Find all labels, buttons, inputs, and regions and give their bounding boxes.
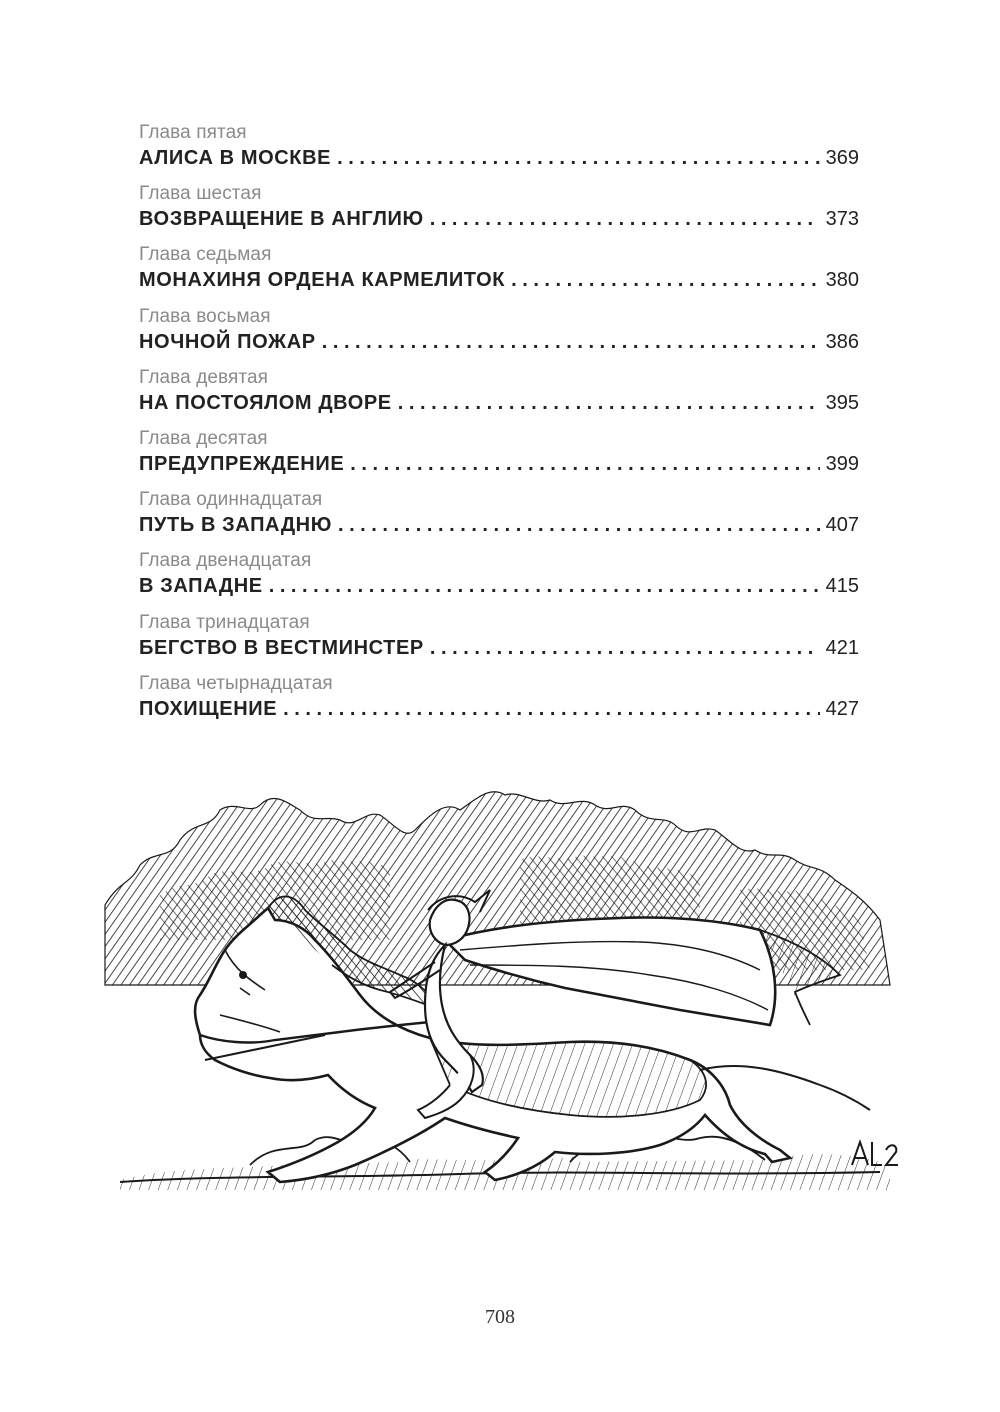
chapter-label: Глава восьмая — [139, 305, 271, 327]
chapter-title: НОЧНОЙ ПОЖАР — [139, 330, 316, 353]
chapter-title-line — [139, 514, 859, 537]
chapter-title-line — [139, 453, 859, 476]
chapter-title-line — [139, 392, 859, 415]
chapter-label: Глава девятая — [139, 366, 269, 388]
chapter-label: Глава шестая — [139, 183, 262, 205]
toc-entry-5[interactable] — [139, 118, 859, 179]
chapter-label: Глава седьмая — [139, 244, 272, 266]
chapter-page-number: 415 — [825, 575, 859, 598]
rider-illustration — [100, 770, 900, 1230]
chapter-title: ПРЕДУПРЕЖДЕНИЕ — [139, 452, 345, 475]
chapter-page-number: 369 — [825, 147, 859, 169]
chapter-title: ПОХИЩЕНИЕ — [139, 697, 278, 720]
chapter-page-number: 421 — [825, 636, 859, 659]
chapter-page-number: 399 — [825, 452, 859, 475]
toc-entry-7[interactable] — [139, 240, 859, 301]
toc-entry-11[interactable] — [139, 485, 859, 546]
toc-entry-8[interactable] — [139, 302, 859, 363]
chapter-label: Глава одиннадцатая — [139, 489, 323, 511]
chapter-label: Глава пятая — [139, 122, 247, 143]
chapter-title-line — [139, 637, 859, 660]
dot-leader — [350, 453, 819, 476]
toc-entry-13[interactable] — [139, 608, 859, 669]
dot-leader — [338, 514, 820, 537]
toc-entry-10[interactable] — [139, 424, 859, 485]
chapter-label: Глава десятая — [139, 427, 268, 449]
chapter-title-line — [139, 698, 859, 721]
dot-leader — [322, 331, 820, 354]
chapter-title: БЕГСТВО В ВЕСТМИНСТЕР — [139, 636, 424, 659]
toc-entry-14[interactable] — [139, 669, 859, 730]
dot-leader — [430, 208, 820, 231]
page-number: 708 — [485, 1306, 515, 1328]
chapter-title-line — [139, 575, 859, 598]
chapter-page-number: 373 — [825, 208, 859, 231]
chapter-page-number: 427 — [825, 697, 859, 720]
toc-entry-9[interactable] — [139, 363, 859, 424]
dot-leader — [430, 637, 820, 660]
chapter-page-number: 395 — [825, 391, 859, 414]
chapter-page-number: 380 — [825, 269, 859, 292]
chapter-title: МОНАХИНЯ ОРДЕНА КАРМЕЛИТОК — [139, 269, 506, 292]
chapter-title-line — [139, 208, 859, 231]
table-of-contents — [139, 118, 859, 730]
chapter-title: ВОЗВРАЩЕНИЕ В АНГЛИЮ — [139, 208, 424, 231]
chapter-title-line — [139, 331, 859, 354]
toc-entry-6[interactable] — [139, 179, 859, 240]
chapter-title: В ЗАПАДНЕ — [139, 575, 263, 598]
dot-leader — [337, 147, 820, 170]
dot-leader — [283, 698, 819, 721]
dot-leader — [269, 575, 820, 598]
chapter-label: Глава двенадцатая — [139, 550, 312, 572]
chapter-page-number: 407 — [825, 514, 859, 537]
dot-leader — [398, 392, 820, 415]
toc-entry-12[interactable] — [139, 546, 859, 607]
dot-leader — [511, 269, 820, 292]
chapter-title: АЛИСА В МОСКВЕ — [139, 147, 332, 169]
chapter-title-line — [139, 147, 859, 170]
chapter-label: Глава тринадцатая — [139, 611, 310, 633]
chapter-title: НА ПОСТОЯЛОМ ДВОРЕ — [139, 391, 392, 414]
chapter-page-number: 386 — [825, 330, 859, 353]
chapter-title-line — [139, 269, 859, 292]
chapter-label: Глава четырнадцатая — [139, 672, 333, 694]
chapter-title: ПУТЬ В ЗАПАДНЮ — [139, 514, 332, 537]
